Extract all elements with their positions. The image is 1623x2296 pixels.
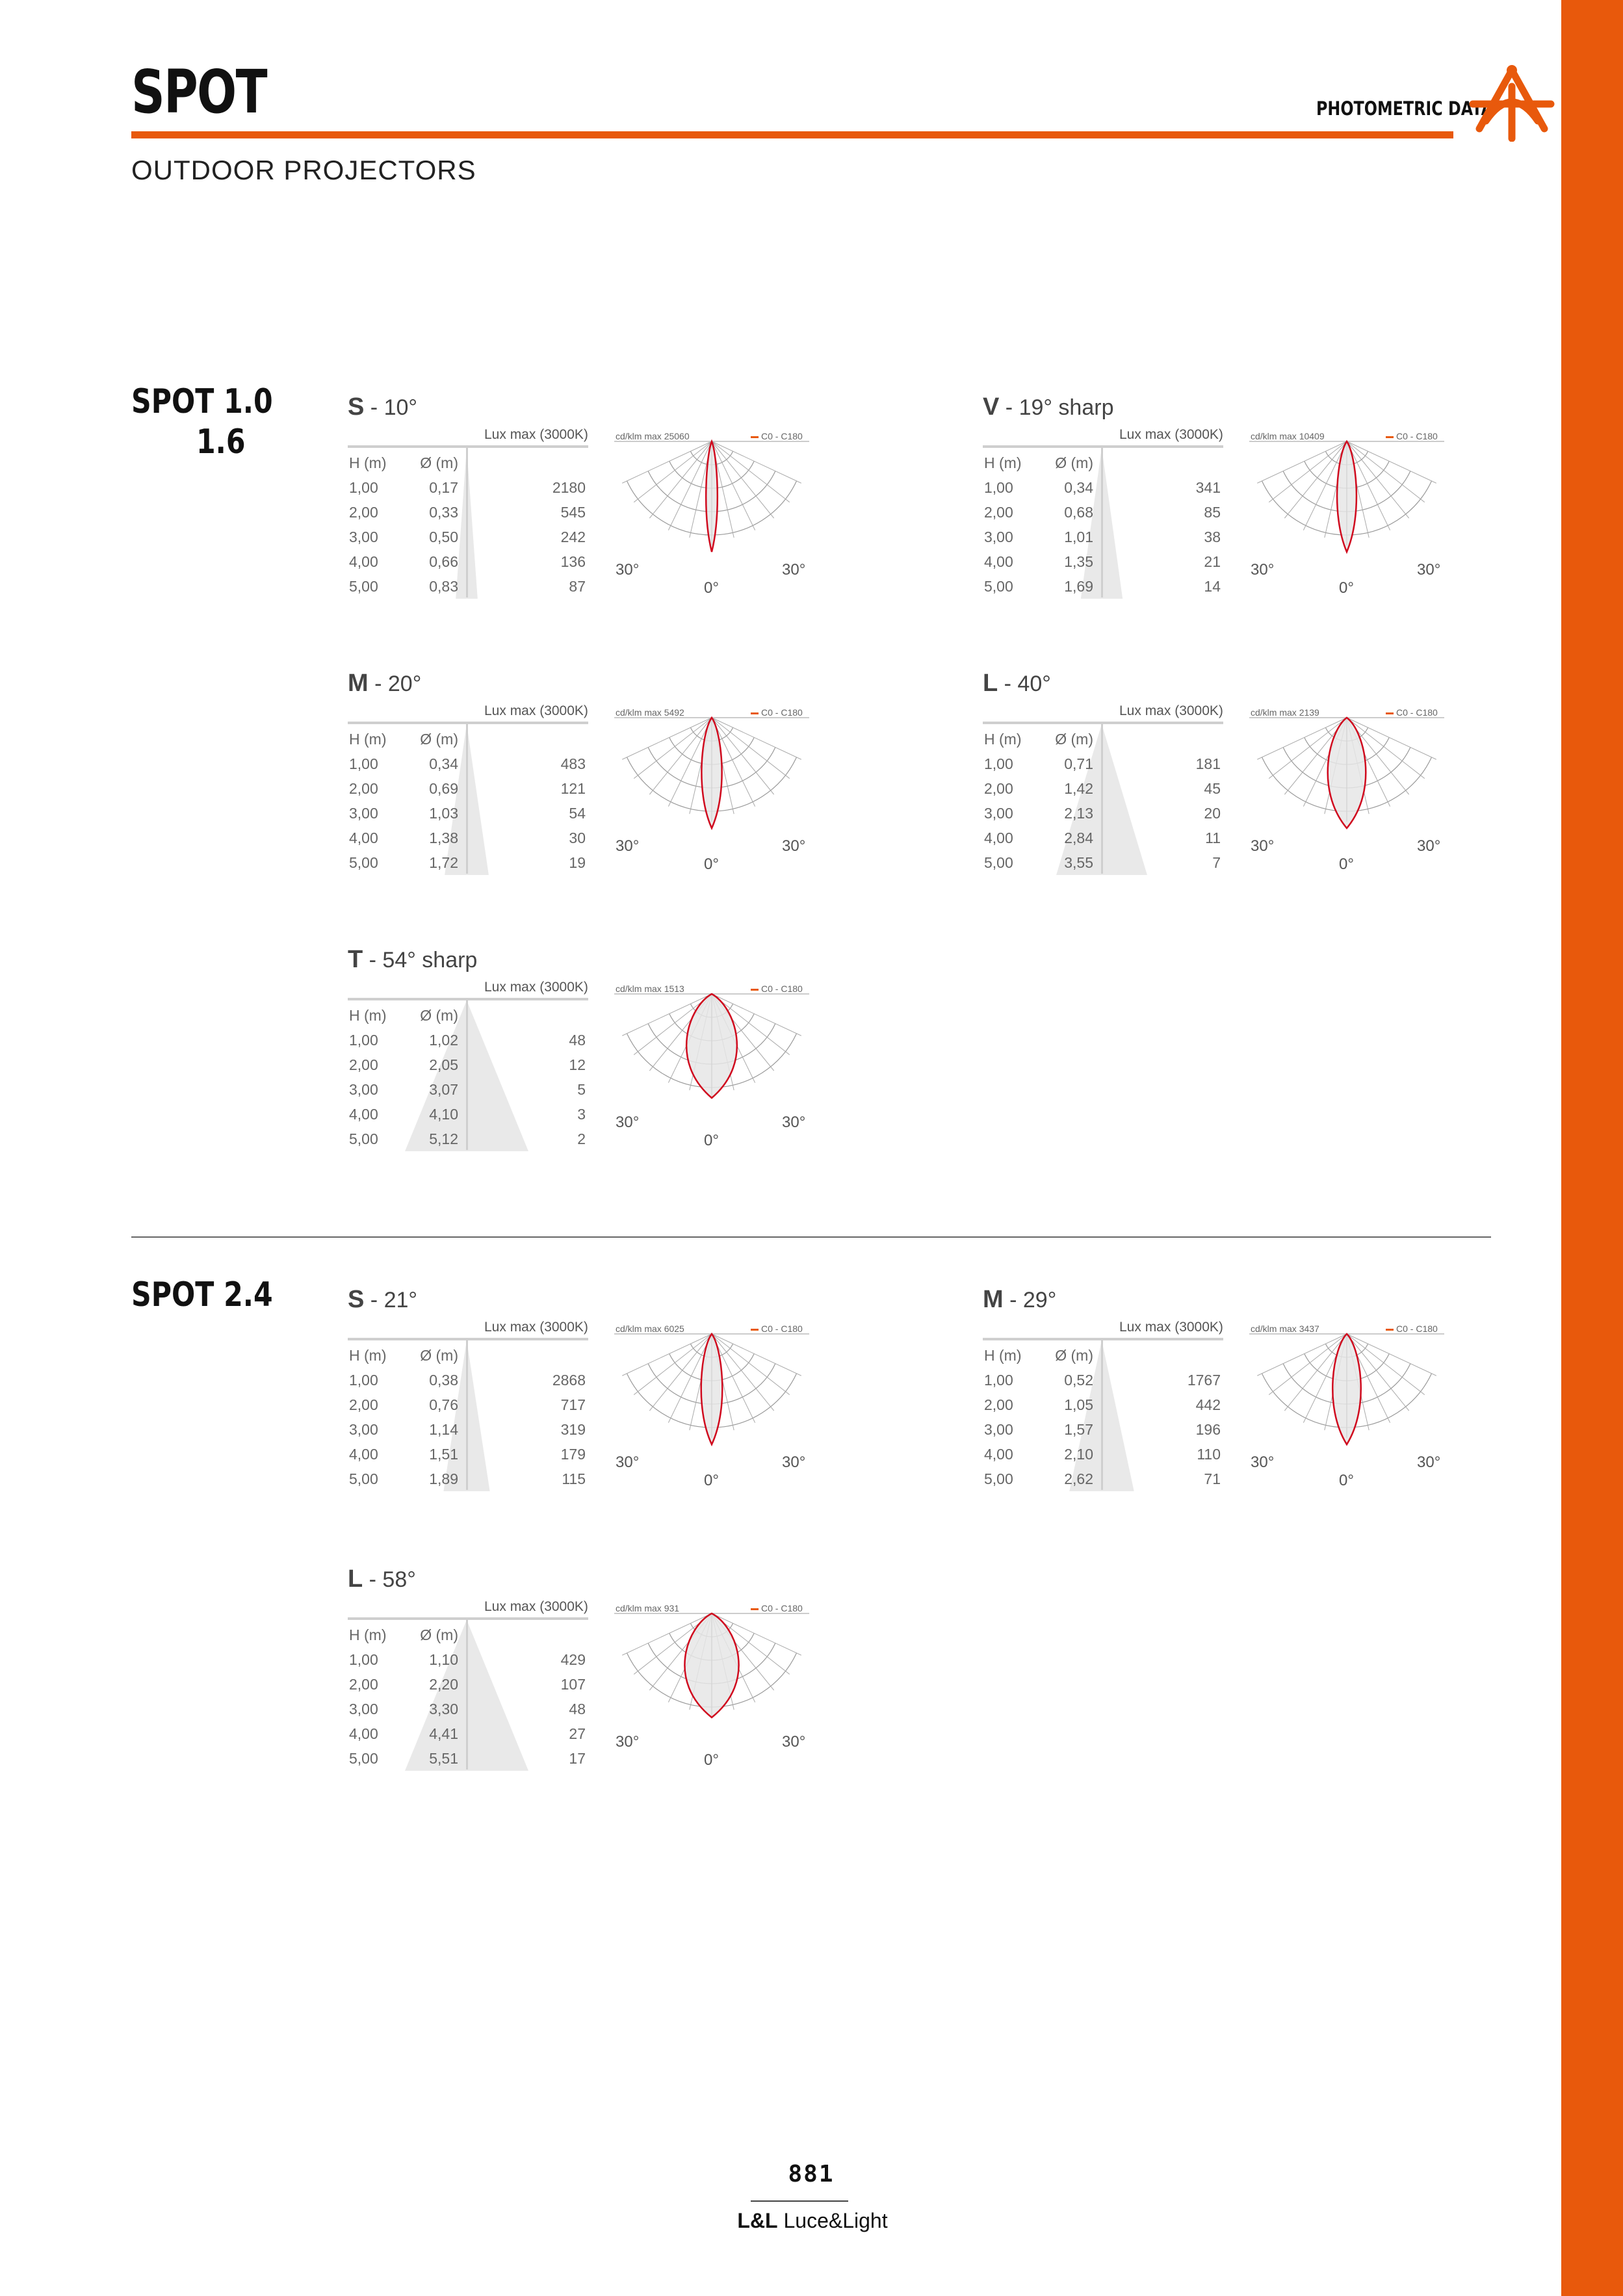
beam-code: T: [348, 946, 363, 973]
beam-title: [983, 670, 1051, 698]
light-distribution-curve: [1332, 1334, 1361, 1444]
table-cell-lux: 121: [560, 780, 586, 797]
column-header-height: H (m): [349, 731, 387, 748]
table-cell-diameter: 1,14: [429, 1421, 458, 1438]
units-label: cd/klm: [616, 1324, 642, 1334]
table-cell-lux: 48: [569, 1701, 586, 1717]
table-cell-lux: 442: [1195, 1396, 1221, 1413]
angle-label-right: 30°: [1417, 837, 1441, 855]
table-cell-diameter: 1,05: [1064, 1396, 1093, 1413]
table-cell-lux: 3: [577, 1106, 586, 1123]
legend-swatch: [1386, 1329, 1394, 1331]
angle-label-left: 30°: [1251, 837, 1275, 855]
table-cell-lux: 136: [560, 553, 586, 570]
legend: [1386, 1324, 1438, 1334]
table-axis: [466, 724, 468, 874]
table-cell-diameter: 5,12: [429, 1130, 458, 1147]
brand-rest: Luce&Light: [777, 2209, 888, 2232]
table-axis: [466, 448, 468, 597]
beam-code: S: [348, 393, 365, 421]
table-axis: [466, 1000, 468, 1150]
angle-label-right: 30°: [782, 1114, 806, 1131]
photometric-block: [348, 670, 816, 878]
column-header-height: H (m): [349, 454, 387, 471]
column-header-diameter: Ø (m): [420, 1626, 458, 1643]
legend-label: C0 - C180: [1396, 431, 1438, 441]
lux-max-header: Lux max (3000K): [484, 980, 588, 995]
table-cell-diameter: 1,72: [429, 854, 458, 871]
table-cell-height: 1,00: [349, 1651, 378, 1668]
angle-label-right: 30°: [1417, 1454, 1441, 1471]
lux-max-header: Lux max (3000K): [1119, 703, 1223, 718]
column-header-diameter: Ø (m): [420, 454, 458, 471]
table-cell-diameter: 3,55: [1064, 854, 1093, 871]
legend-swatch: [1386, 712, 1394, 714]
table-cell-lux: 20: [1204, 805, 1221, 822]
max-value: 5492: [664, 707, 684, 718]
table-cell-lux: 1767: [1187, 1372, 1221, 1389]
angle-label-left: 30°: [1251, 1454, 1275, 1471]
table-cell-diameter: 0,52: [1064, 1372, 1093, 1389]
table-cell-diameter: 1,02: [429, 1032, 458, 1049]
table-cell-height: 1,00: [984, 479, 1013, 496]
table-cell-height: 5,00: [984, 578, 1013, 595]
table-cell-lux: 85: [1204, 504, 1221, 521]
table-cell-diameter: 2,10: [1064, 1446, 1093, 1463]
table-cell-lux: 717: [560, 1396, 586, 1413]
units-label: cd/klm: [616, 984, 642, 994]
table-cell-height: 2,00: [349, 1056, 378, 1073]
photometric-block: [348, 1286, 816, 1494]
table-cell-diameter: 1,03: [429, 805, 458, 822]
section-name-spot-1-sub: 1.6: [196, 423, 246, 462]
table-cell-height: 4,00: [349, 829, 378, 846]
table-cell-diameter: 3,07: [429, 1081, 458, 1098]
angle-label-bottom: 0°: [1339, 579, 1354, 597]
legend: [751, 984, 803, 994]
beam-code: L: [983, 670, 998, 697]
table-rule: [348, 722, 588, 724]
table-cell-lux: 429: [560, 1651, 586, 1668]
table-cell-diameter: 0,38: [429, 1372, 458, 1389]
angle-label-right: 30°: [1417, 561, 1441, 579]
legend-swatch: [751, 989, 759, 991]
table-cell-height: 5,00: [349, 1470, 378, 1487]
table-cell-height: 4,00: [984, 553, 1013, 570]
table-cell-lux: 45: [1204, 780, 1221, 797]
section-name-spot-2: SPOT 2.4: [131, 1275, 273, 1314]
legend: [751, 1324, 803, 1334]
angle-label-bottom: 0°: [1339, 1472, 1354, 1489]
light-distribution-curve: [684, 1613, 738, 1717]
max-prefix: max: [644, 431, 662, 441]
table-cell-height: 1,00: [984, 755, 1013, 772]
angle-label-bottom: 0°: [704, 579, 719, 597]
max-prefix: max: [644, 707, 662, 718]
legend: [751, 1603, 803, 1613]
table-cell-lux: 115: [562, 1470, 586, 1487]
table-cell-height: 3,00: [349, 805, 378, 822]
table-cell-height: 3,00: [349, 528, 378, 545]
page-subtitle: OUTDOOR PROJECTORS: [131, 155, 476, 185]
column-header-diameter: Ø (m): [1055, 731, 1093, 748]
table-rule: [348, 1338, 588, 1340]
table-cell-lux: 110: [1197, 1446, 1221, 1463]
table-cell-lux: 30: [569, 829, 586, 846]
table-cell-lux: 14: [1204, 578, 1221, 595]
table-cell-diameter: 2,05: [429, 1056, 458, 1073]
units-label: cd/klm: [616, 1603, 642, 1613]
max-value: 2139: [1299, 707, 1319, 718]
table-cell-height: 4,00: [349, 1106, 378, 1123]
legend: [1386, 707, 1438, 718]
table-cell-lux: 71: [1204, 1470, 1221, 1487]
max-value: 1513: [664, 984, 684, 994]
page-number: 881: [788, 2161, 835, 2187]
table-cell-diameter: 2,13: [1064, 805, 1093, 822]
max-prefix: max: [644, 984, 662, 994]
angle-label-right: 30°: [782, 1733, 806, 1751]
beam-title: [348, 946, 477, 974]
table-cell-height: 2,00: [984, 504, 1013, 521]
beam-angle: - 40°: [998, 672, 1051, 696]
max-value: 3437: [1299, 1324, 1319, 1334]
column-header-height: H (m): [984, 1347, 1022, 1364]
table-cell-diameter: 1,57: [1064, 1421, 1093, 1438]
units-label: cd/klm: [1251, 707, 1277, 718]
table-cell-height: 4,00: [984, 1446, 1013, 1463]
table-cell-lux: 11: [1205, 829, 1221, 846]
photometric-block: [348, 393, 816, 601]
max-prefix: max: [644, 1603, 662, 1613]
section-name-spot-1: SPOT 1.0: [131, 382, 273, 421]
max-value: 10409: [1299, 431, 1325, 441]
table-cell-lux: 7: [1212, 854, 1221, 871]
max-prefix: max: [1279, 431, 1297, 441]
light-distribution-curve: [706, 441, 718, 552]
right-accent-bar: [1561, 0, 1623, 2296]
table-cell-lux: 107: [560, 1676, 586, 1693]
table-cell-diameter: 1,69: [1064, 578, 1093, 595]
beam-angle: - 19° sharp: [999, 395, 1114, 420]
table-cell-diameter: 2,20: [429, 1676, 458, 1693]
column-header-diameter: Ø (m): [420, 1347, 458, 1364]
table-cell-lux: 181: [1195, 755, 1221, 772]
table-cell-diameter: 5,51: [429, 1750, 458, 1767]
table-cell-lux: 27: [569, 1725, 586, 1742]
footer-rule: [751, 2200, 848, 2202]
table-cell-diameter: 4,41: [429, 1725, 458, 1742]
beam-code: M: [348, 670, 369, 697]
table-cell-lux: 2180: [552, 479, 586, 496]
table-rule: [983, 722, 1223, 724]
table-axis: [1101, 724, 1103, 874]
header-label: PHOTOMETRIC DATA: [1316, 98, 1494, 120]
units-label: cd/klm: [616, 431, 642, 441]
table-cell-height: 1,00: [984, 1372, 1013, 1389]
table-cell-height: 2,00: [349, 780, 378, 797]
legend-label: C0 - C180: [761, 707, 803, 718]
table-cell-lux: 319: [560, 1421, 586, 1438]
angle-label-left: 30°: [616, 1454, 640, 1471]
legend-swatch: [751, 1608, 759, 1610]
legend-label: C0 - C180: [761, 1324, 803, 1334]
light-distribution-curve: [701, 1334, 723, 1444]
photometric-block: [983, 670, 1451, 878]
column-header-height: H (m): [984, 731, 1022, 748]
table-cell-diameter: 0,66: [429, 553, 458, 570]
angle-label-bottom: 0°: [704, 1132, 719, 1149]
light-distribution-curve: [1337, 441, 1357, 552]
beam-angle: - 21°: [364, 1288, 417, 1312]
column-header-diameter: Ø (m): [1055, 1347, 1093, 1364]
table-cell-height: 1,00: [349, 1372, 378, 1389]
table-cell-diameter: 0,50: [429, 528, 458, 545]
angle-label-left: 30°: [1251, 561, 1275, 579]
table-cell-lux: 21: [1204, 553, 1221, 570]
table-cell-height: 2,00: [349, 504, 378, 521]
table-cell-height: 4,00: [349, 553, 378, 570]
table-cell-lux: 196: [1195, 1421, 1221, 1438]
table-cell-height: 2,00: [984, 780, 1013, 797]
units-label: cd/klm: [616, 707, 642, 718]
table-cell-lux: 38: [1204, 528, 1221, 545]
beam-code: M: [983, 1286, 1004, 1313]
table-cell-lux: 87: [569, 578, 586, 595]
brand-name: [715, 2209, 910, 2233]
photometric-block: [983, 393, 1451, 601]
angle-label-bottom: 0°: [704, 1472, 719, 1489]
column-header-height: H (m): [984, 454, 1022, 471]
column-header-diameter: Ø (m): [1055, 454, 1093, 471]
table-cell-height: 3,00: [349, 1421, 378, 1438]
table-axis: [1101, 1340, 1103, 1490]
table-cell-height: 4,00: [349, 1725, 378, 1742]
table-cell-height: 5,00: [349, 854, 378, 871]
table-cell-diameter: 0,34: [429, 755, 458, 772]
table-cell-lux: 2868: [552, 1372, 586, 1389]
table-cell-lux: 12: [569, 1056, 586, 1073]
table-cell-lux: 341: [1195, 479, 1221, 496]
table-cell-diameter: 0,33: [429, 504, 458, 521]
polar-max-info: [1251, 431, 1325, 441]
lux-max-header: Lux max (3000K): [1119, 1320, 1223, 1335]
max-value: 931: [664, 1603, 680, 1613]
lux-max-header: Lux max (3000K): [484, 427, 588, 442]
table-cell-diameter: 4,10: [429, 1106, 458, 1123]
table-cell-height: 4,00: [984, 829, 1013, 846]
table-rule: [348, 998, 588, 1000]
table-rule: [348, 1617, 588, 1620]
angle-label-bottom: 0°: [1339, 855, 1354, 873]
legend-label: C0 - C180: [1396, 1324, 1438, 1334]
table-cell-height: 3,00: [349, 1081, 378, 1098]
photometric-block: [348, 1565, 816, 1773]
table-rule: [983, 1338, 1223, 1340]
section-divider: [131, 1236, 1491, 1238]
legend-swatch: [751, 1329, 759, 1331]
table-cell-lux: 5: [577, 1081, 586, 1098]
max-value: 6025: [664, 1324, 684, 1334]
table-cell-lux: 48: [569, 1032, 586, 1049]
angle-label-left: 30°: [616, 837, 640, 855]
legend-swatch: [1386, 436, 1394, 438]
polar-max-info: [616, 984, 684, 994]
legend: [751, 707, 803, 718]
table-cell-height: 3,00: [349, 1701, 378, 1717]
column-header-height: H (m): [349, 1626, 387, 1643]
angle-label-right: 30°: [782, 1454, 806, 1471]
table-cell-height: 2,00: [984, 1396, 1013, 1413]
table-cell-diameter: 1,10: [429, 1651, 458, 1668]
table-cell-diameter: 0,71: [1064, 755, 1093, 772]
column-header-diameter: Ø (m): [420, 731, 458, 748]
lux-max-header: Lux max (3000K): [484, 1599, 588, 1614]
table-cell-diameter: 2,84: [1064, 829, 1093, 846]
table-cell-height: 2,00: [349, 1396, 378, 1413]
polar-max-info: [616, 431, 690, 441]
table-cell-height: 5,00: [984, 854, 1013, 871]
beam-title: [348, 1286, 417, 1314]
beam-title: [983, 1286, 1056, 1314]
table-cell-height: 2,00: [349, 1676, 378, 1693]
polar-max-info: [1251, 1324, 1319, 1334]
table-rule: [983, 445, 1223, 448]
table-cell-height: 3,00: [984, 805, 1013, 822]
table-cell-diameter: 0,17: [429, 479, 458, 496]
header-rule: [131, 131, 1453, 138]
table-axis: [466, 1340, 468, 1490]
table-cell-height: 1,00: [349, 1032, 378, 1049]
angle-label-left: 30°: [616, 1114, 640, 1131]
legend-label: C0 - C180: [1396, 707, 1438, 718]
table-cell-diameter: 1,51: [429, 1446, 458, 1463]
polar-max-info: [616, 1603, 679, 1613]
legend: [751, 431, 803, 441]
angle-label-bottom: 0°: [704, 1751, 719, 1769]
brand-bold: L&L: [737, 2209, 778, 2232]
max-prefix: max: [1279, 707, 1297, 718]
table-cell-diameter: 1,38: [429, 829, 458, 846]
table-cell-diameter: 0,68: [1064, 504, 1093, 521]
table-cell-height: 3,00: [984, 1421, 1013, 1438]
table-cell-diameter: 2,62: [1064, 1470, 1093, 1487]
photometric-block: [983, 1286, 1451, 1494]
table-cell-height: 5,00: [984, 1470, 1013, 1487]
table-cell-diameter: 0,34: [1064, 479, 1093, 496]
beam-code: L: [348, 1565, 363, 1593]
table-cell-diameter: 1,42: [1064, 780, 1093, 797]
angle-label-left: 30°: [616, 561, 640, 579]
legend-label: C0 - C180: [761, 1603, 803, 1613]
beam-code: S: [348, 1286, 365, 1313]
legend-label: C0 - C180: [761, 984, 803, 994]
table-cell-diameter: 1,01: [1064, 528, 1093, 545]
max-prefix: max: [644, 1324, 662, 1334]
table-cell-lux: 179: [560, 1446, 586, 1463]
legend-label: C0 - C180: [761, 431, 803, 441]
beam-angle: - 10°: [364, 395, 417, 420]
photometric-block: [348, 946, 816, 1154]
table-cell-lux: 17: [569, 1750, 586, 1767]
beam-title: [983, 393, 1114, 421]
beam-title: [348, 393, 417, 421]
legend-swatch: [751, 436, 759, 438]
compass-logo-icon: [1466, 64, 1557, 142]
table-cell-height: 1,00: [349, 479, 378, 496]
beam-angle: - 29°: [1003, 1288, 1057, 1312]
polar-max-info: [616, 1324, 684, 1334]
light-distribution-curve: [701, 718, 721, 828]
table-cell-height: 5,00: [349, 578, 378, 595]
column-header-height: H (m): [349, 1007, 387, 1024]
table-cell-lux: 545: [560, 504, 586, 521]
table-cell-lux: 483: [560, 755, 586, 772]
table-cell-height: 3,00: [984, 528, 1013, 545]
table-cell-lux: 2: [577, 1130, 586, 1147]
max-prefix: max: [1279, 1324, 1297, 1334]
lux-max-header: Lux max (3000K): [484, 703, 588, 718]
beam-title: [348, 670, 421, 698]
table-cell-lux: 19: [569, 854, 586, 871]
column-header-diameter: Ø (m): [420, 1007, 458, 1024]
table-cell-height: 1,00: [349, 755, 378, 772]
table-cell-height: 5,00: [349, 1750, 378, 1767]
beam-angle: - 20°: [368, 672, 422, 696]
angle-label-left: 30°: [616, 1733, 640, 1751]
angle-label-bottom: 0°: [704, 855, 719, 873]
angle-label-right: 30°: [782, 561, 806, 579]
lux-max-header: Lux max (3000K): [1119, 427, 1223, 442]
max-value: 25060: [664, 431, 690, 441]
units-label: cd/klm: [1251, 431, 1277, 441]
page-title: SPOT: [131, 57, 266, 127]
lux-max-header: Lux max (3000K): [484, 1320, 588, 1335]
table-axis: [1101, 448, 1103, 597]
table-cell-diameter: 3,30: [429, 1701, 458, 1717]
table-cell-lux: 54: [569, 805, 586, 822]
column-header-height: H (m): [349, 1347, 387, 1364]
legend: [1386, 431, 1438, 441]
beam-title: [348, 1565, 416, 1593]
table-cell-diameter: 1,35: [1064, 553, 1093, 570]
beam-angle: - 54° sharp: [363, 948, 478, 972]
table-cell-lux: 242: [560, 528, 586, 545]
table-cell-diameter: 0,76: [429, 1396, 458, 1413]
beam-angle: - 58°: [363, 1567, 416, 1592]
polar-max-info: [1251, 707, 1319, 718]
table-rule: [348, 445, 588, 448]
table-cell-height: 5,00: [349, 1130, 378, 1147]
units-label: cd/klm: [1251, 1324, 1277, 1334]
table-cell-diameter: 0,69: [429, 780, 458, 797]
table-axis: [466, 1620, 468, 1769]
table-cell-diameter: 1,89: [429, 1470, 458, 1487]
legend-swatch: [751, 712, 759, 714]
polar-max-info: [616, 707, 684, 718]
beam-code: V: [983, 393, 1000, 421]
angle-label-right: 30°: [782, 837, 806, 855]
table-cell-diameter: 0,83: [429, 578, 458, 595]
table-cell-height: 4,00: [349, 1446, 378, 1463]
